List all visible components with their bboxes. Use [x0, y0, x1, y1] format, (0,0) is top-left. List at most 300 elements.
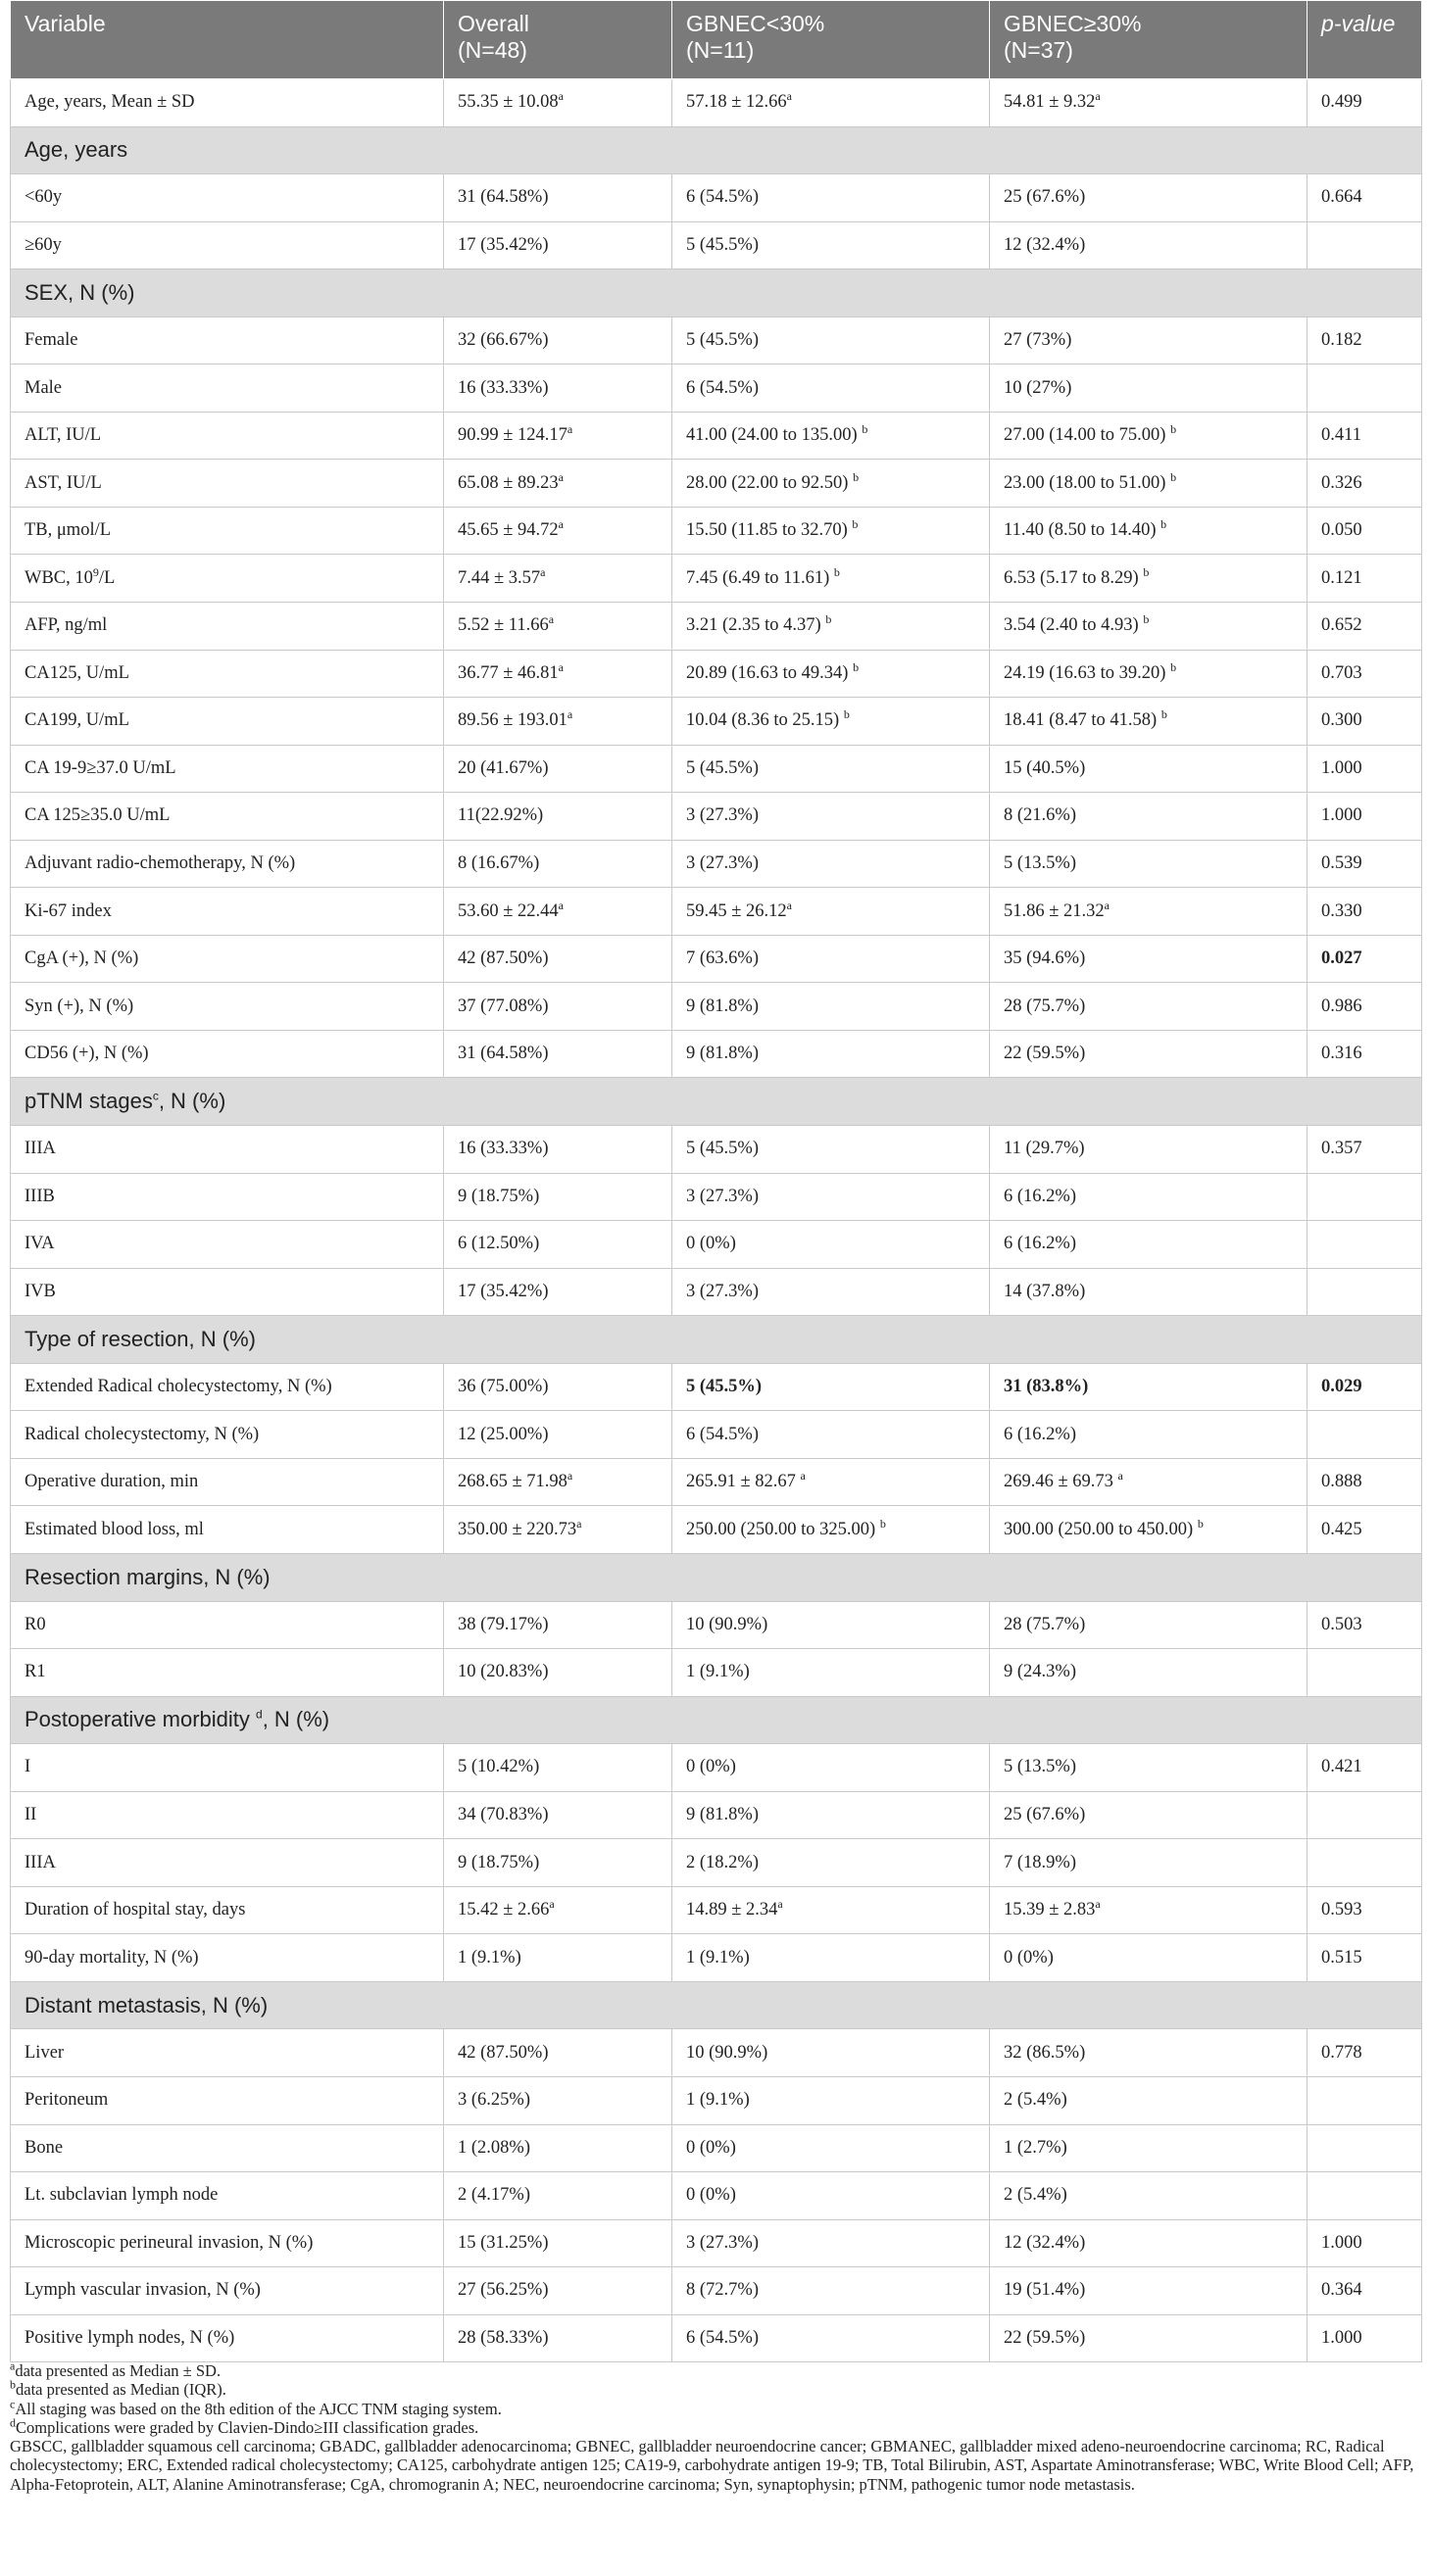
cell-text: 2 (5.4%) — [1004, 2090, 1067, 2111]
cell-gbnec-ge30 — [990, 79, 1308, 127]
table-row — [11, 507, 1422, 555]
cell-text: IIIB — [25, 1186, 55, 1206]
cell-p-value — [1308, 460, 1422, 508]
cell-text: 0.703 — [1321, 662, 1362, 683]
cell-text: 89.56 ± 193.01 — [458, 710, 567, 731]
cell-variable — [11, 2124, 444, 2172]
cell-text: 6 (16.2%) — [1004, 1186, 1076, 1206]
cell-text: 0.029 — [1321, 1377, 1362, 1397]
table-row — [11, 1173, 1422, 1221]
cell-text: AST, IU/L — [25, 472, 102, 493]
cell-gbnec-lt30 — [672, 221, 990, 269]
cell-text: CA199, U/mL — [25, 710, 129, 731]
cell-overall — [444, 412, 672, 460]
cell-text: 10 (27%) — [1004, 377, 1072, 398]
cell-text: 10 (90.9%) — [686, 2042, 768, 2063]
header-gbnec-ge30: GBNEC≥30% (N=37) — [990, 1, 1308, 79]
footnote-list — [10, 2358, 1421, 2437]
table-row — [11, 793, 1422, 841]
cell-gbnec-ge30 — [990, 1411, 1308, 1459]
cell-p-value — [1308, 793, 1422, 841]
cell-variable — [11, 745, 444, 793]
table-row — [11, 365, 1422, 413]
cell-variable — [11, 221, 444, 269]
cell-variable — [11, 2076, 444, 2124]
cell-text: 1 (9.1%) — [686, 2090, 750, 2111]
footnote-marker: b — [843, 707, 850, 722]
cell-text: 350.00 ± 220.73 — [458, 1519, 577, 1539]
table-row — [11, 983, 1422, 1031]
cell-p-value — [1308, 316, 1422, 365]
cell-text: 27 (56.25%) — [458, 2280, 549, 2301]
cell-text: 14.89 ± 2.34 — [686, 1900, 778, 1920]
cell-gbnec-ge30 — [990, 174, 1308, 222]
footnote-marker: a — [786, 89, 792, 104]
cell-text: 250.00 (250.00 to 325.00) — [686, 1519, 880, 1539]
cell-p-value — [1308, 174, 1422, 222]
footnote-marker: b — [1170, 469, 1177, 484]
table-row — [11, 555, 1422, 603]
cell-gbnec-lt30 — [672, 316, 990, 365]
section-label-text: Distant metastasis, N (%) — [25, 1992, 269, 2017]
footnote-marker: b — [1160, 707, 1167, 722]
cell-gbnec-lt30 — [672, 1173, 990, 1221]
cell-variable — [11, 888, 444, 936]
cell-text: 0 (0%) — [686, 2137, 736, 2158]
cell-overall — [444, 603, 672, 651]
cell-text: 31 (64.58%) — [458, 1044, 549, 1064]
section-label-text: Type of resection, N (%) — [25, 1326, 256, 1351]
cell-variable — [11, 698, 444, 746]
cell-overall — [444, 1458, 672, 1506]
cell-variable — [11, 935, 444, 983]
cell-p-value — [1308, 2076, 1422, 2124]
cell-variable — [11, 1791, 444, 1839]
cell-gbnec-ge30 — [990, 1030, 1308, 1078]
cell-text: 0.316 — [1321, 1044, 1362, 1064]
cell-overall — [444, 745, 672, 793]
cell-text: Bone — [25, 2137, 64, 2158]
cell-gbnec-lt30 — [672, 935, 990, 983]
cell-overall — [444, 221, 672, 269]
cell-text: 5 (10.42%) — [458, 1757, 540, 1777]
cell-text: 38 (79.17%) — [458, 1614, 549, 1634]
cell-text: 28 (58.33%) — [458, 2327, 549, 2348]
cell-text: 5 (45.5%) — [686, 1139, 759, 1159]
cell-gbnec-ge30 — [990, 365, 1308, 413]
cell-text: 7.44 ± 3.57 — [458, 567, 541, 588]
cell-text: WBC, 10 — [25, 567, 93, 588]
footnote-marker: b — [879, 1516, 886, 1531]
cell-overall — [444, 2029, 672, 2077]
cell-text: 34 (70.83%) — [458, 1804, 549, 1824]
cell-text: 8 (21.6%) — [1004, 805, 1076, 826]
cell-text: 16 (33.33%) — [458, 1139, 549, 1159]
footnote-marker: b — [10, 2377, 16, 2392]
cell-gbnec-lt30 — [672, 2219, 990, 2267]
cell-gbnec-lt30 — [672, 603, 990, 651]
cell-text: 1.000 — [1321, 757, 1362, 778]
cell-text: 14 (37.8%) — [1004, 1281, 1086, 1301]
cell-gbnec-ge30 — [990, 412, 1308, 460]
section-label — [11, 1316, 1422, 1364]
footnote-marker: b — [1143, 612, 1150, 627]
cell-text: 0.503 — [1321, 1614, 1362, 1634]
cell-text: 5 (45.5%) — [686, 234, 759, 255]
table-row — [11, 2124, 1422, 2172]
cell-variable — [11, 365, 444, 413]
cell-variable — [11, 1221, 444, 1269]
cell-text: Female — [25, 330, 78, 350]
cell-text: ALT, IU/L — [25, 425, 102, 446]
cell-text: 0.411 — [1321, 425, 1361, 446]
cell-text: 0.300 — [1321, 710, 1362, 731]
table-row — [11, 1411, 1422, 1459]
table-row — [11, 840, 1422, 888]
cell-text: <60y — [25, 187, 63, 208]
cell-gbnec-ge30 — [990, 316, 1308, 365]
cell-text: 0.121 — [1321, 567, 1362, 588]
cell-overall — [444, 1221, 672, 1269]
footnote-marker: b — [1160, 517, 1167, 532]
cell-text: 24.19 (16.63 to 39.20) — [1004, 662, 1171, 683]
section-label-text: Resection margins, N (%) — [25, 1564, 271, 1589]
cell-text: R0 — [25, 1614, 46, 1634]
table-row — [11, 1458, 1422, 1506]
footnote-marker: a — [1104, 898, 1110, 912]
footnote-marker: d — [256, 1708, 263, 1723]
cell-overall — [444, 1791, 672, 1839]
cell-overall — [444, 888, 672, 936]
cell-text: IIIA — [25, 1139, 56, 1159]
footnote-marker: a — [548, 612, 555, 627]
cell-text: 5 (45.5%) — [686, 330, 759, 350]
cell-text: 9 (81.8%) — [686, 996, 759, 1016]
footnote-marker: a — [10, 2358, 16, 2373]
characteristics-table — [10, 0, 1422, 2362]
cell-p-value — [1308, 840, 1422, 888]
cell-p-value — [1308, 2029, 1422, 2077]
cell-text: 22 (59.5%) — [1004, 2327, 1086, 2348]
cell-text: 55.35 ± 10.08 — [458, 92, 559, 113]
cell-gbnec-ge30 — [990, 2076, 1308, 2124]
cell-text: CA 19-9≥37.0 U/mL — [25, 757, 176, 778]
cell-text: IVB — [25, 1281, 56, 1301]
cell-overall — [444, 174, 672, 222]
cell-text: 0 (0%) — [686, 1757, 736, 1777]
abbreviations-note: GBSCC, gallbladder squamous cell carcinoma; GBADC, gallbladder adenocarcinoma; GBNEC, gallbladder neuroendocrine cancer; GBMANEC, gallbladder mixed adeno-neuroendocrine carcinoma; RC, Radical cholecystectomy; ERC, Extended radical cholecystectomy; CA125, carbohydrate antigen 125; CA19-9, carbohydrate antigen 19-9; TB, Total Bilirubin, AST, Aspartate Aminotransferase; WBC, Write Blood Cell; AFP, Alpha-Fetoprotein, ALT, Alanine Aminotransferase; CgA, chromogranin A; NEC, neuroendocrine carcinoma; Syn, synaptophysin; pTNM, pathogenic tumor node metastasis. — [10, 2437, 1414, 2494]
cell-text: 8 (16.67%) — [458, 853, 540, 874]
cell-gbnec-ge30 — [990, 1839, 1308, 1887]
cell-gbnec-ge30 — [990, 1173, 1308, 1221]
cell-text: 18.41 (8.47 to 41.58) — [1004, 710, 1161, 731]
cell-text: 9 (18.75%) — [458, 1852, 540, 1872]
table-row — [11, 1363, 1422, 1411]
cell-p-value — [1308, 1268, 1422, 1316]
cell-gbnec-lt30 — [672, 174, 990, 222]
footnote-marker: a — [800, 1468, 806, 1482]
cell-text: IIIA — [25, 1852, 56, 1872]
cell-text: 3 (27.3%) — [686, 805, 759, 826]
cell-text: 11 (29.7%) — [1004, 1139, 1085, 1159]
table-row — [11, 1744, 1422, 1792]
cell-gbnec-lt30 — [672, 1791, 990, 1839]
cell-overall — [444, 2267, 672, 2315]
cell-gbnec-lt30 — [672, 650, 990, 698]
cell-p-value — [1308, 1601, 1422, 1649]
cell-gbnec-ge30 — [990, 2029, 1308, 2077]
cell-p-value — [1308, 603, 1422, 651]
cell-text: 0.421 — [1321, 1757, 1362, 1777]
cell-p-value — [1308, 1221, 1422, 1269]
cell-text: 6 (54.5%) — [686, 2327, 759, 2348]
cell-text: 1.000 — [1321, 2232, 1362, 2253]
cell-text: 300.00 (250.00 to 450.00) — [1004, 1519, 1198, 1539]
cell-text: 9 (81.8%) — [686, 1804, 759, 1824]
cell-text: 31 (83.8%) — [1004, 1377, 1089, 1397]
cell-p-value — [1308, 1458, 1422, 1506]
cell-text: IVA — [25, 1234, 55, 1254]
cell-gbnec-lt30 — [672, 2076, 990, 2124]
table-footnotes — [10, 2358, 1421, 2494]
cell-text: 9 (81.8%) — [686, 1044, 759, 1064]
cell-gbnec-lt30 — [672, 1649, 990, 1697]
section-label — [11, 126, 1422, 174]
cell-overall — [444, 555, 672, 603]
table-row — [11, 1649, 1422, 1697]
cell-gbnec-lt30 — [672, 1886, 990, 1934]
cell-text: 0.593 — [1321, 1900, 1362, 1920]
cell-overall — [444, 1886, 672, 1934]
cell-p-value — [1308, 1886, 1422, 1934]
cell-text: 0.652 — [1321, 615, 1362, 636]
cell-overall — [444, 2314, 672, 2362]
table-row — [11, 1126, 1422, 1174]
cell-text: 28.00 (22.00 to 92.50) — [686, 472, 854, 493]
cell-gbnec-ge30 — [990, 2124, 1308, 2172]
table-row — [11, 221, 1422, 269]
cell-variable — [11, 79, 444, 127]
footnote-marker: b — [825, 612, 832, 627]
cell-p-value — [1308, 2314, 1422, 2362]
cell-text: 32 (66.67%) — [458, 330, 549, 350]
cell-text: Microscopic perineural invasion, N (%) — [25, 2232, 314, 2253]
cell-text: CgA (+), N (%) — [25, 948, 139, 969]
cell-gbnec-lt30 — [672, 1268, 990, 1316]
cell-text: 0.027 — [1321, 948, 1362, 969]
cell-overall — [444, 365, 672, 413]
cell-text: 2 (5.4%) — [1004, 2185, 1067, 2206]
cell-text: 32 (86.5%) — [1004, 2042, 1086, 2063]
footnote-marker: a — [558, 89, 564, 104]
cell-p-value — [1308, 1126, 1422, 1174]
cell-gbnec-ge30 — [990, 2219, 1308, 2267]
cell-p-value — [1308, 2172, 1422, 2220]
cell-p-value — [1308, 1791, 1422, 1839]
cell-p-value — [1308, 888, 1422, 936]
table-row — [11, 1506, 1422, 1554]
footnote-marker: a — [558, 517, 564, 532]
cell-text: 0.182 — [1321, 330, 1362, 350]
table-row — [11, 412, 1422, 460]
cell-text: 19 (51.4%) — [1004, 2280, 1086, 2301]
cell-gbnec-ge30 — [990, 460, 1308, 508]
cell-text: 0.986 — [1321, 996, 1362, 1016]
cell-text: 45.65 ± 94.72 — [458, 520, 559, 541]
cell-text: Peritoneum — [25, 2090, 109, 2111]
cell-text: 25 (67.6%) — [1004, 1804, 1086, 1824]
cell-text: 9 (24.3%) — [1004, 1662, 1076, 1682]
section-label — [11, 1553, 1422, 1601]
cell-variable — [11, 1458, 444, 1506]
cell-overall — [444, 1268, 672, 1316]
cell-variable — [11, 840, 444, 888]
footnote — [10, 2415, 1421, 2437]
cell-text: 0.664 — [1321, 187, 1362, 208]
cell-text: 0 (0%) — [1004, 1947, 1054, 1968]
cell-gbnec-lt30 — [672, 1744, 990, 1792]
footnote — [10, 2358, 1421, 2380]
cell-gbnec-ge30 — [990, 745, 1308, 793]
cell-gbnec-lt30 — [672, 2172, 990, 2220]
cell-text: 23.00 (18.00 to 51.00) — [1004, 472, 1171, 493]
table-row — [11, 2219, 1422, 2267]
table-row — [11, 1839, 1422, 1887]
cell-text: 27.00 (14.00 to 75.00) — [1004, 425, 1171, 446]
table-row — [11, 650, 1422, 698]
cell-text: 53.60 ± 22.44 — [458, 900, 559, 921]
cell-text: 0.515 — [1321, 1947, 1362, 1968]
footnote-text: data presented as Median ± SD. — [15, 2361, 222, 2380]
cell-overall — [444, 1126, 672, 1174]
cell-text: 15.39 ± 2.83 — [1004, 1900, 1096, 1920]
cell-variable — [11, 603, 444, 651]
footnote-marker: a — [540, 564, 546, 579]
cell-text: 5 (45.5%) — [686, 757, 759, 778]
cell-overall — [444, 316, 672, 365]
table-row — [11, 1268, 1422, 1316]
cell-text: 90.99 ± 124.17 — [458, 425, 567, 446]
cell-text: 15 (31.25%) — [458, 2232, 549, 2253]
cell-overall — [444, 935, 672, 983]
cell-gbnec-lt30 — [672, 412, 990, 460]
footnote-marker: a — [567, 1468, 573, 1482]
cell-text: 3 (27.3%) — [686, 1281, 759, 1301]
table-row — [11, 1221, 1422, 1269]
footnote — [10, 2397, 1421, 2418]
cell-text: 35 (94.6%) — [1004, 948, 1086, 969]
section-label-text: Age, years — [25, 137, 128, 163]
header-variable: Variable — [11, 1, 444, 79]
cell-text: 10 (90.9%) — [686, 1614, 768, 1634]
cell-text: 42 (87.50%) — [458, 948, 549, 969]
cell-text: 0 (0%) — [686, 2185, 736, 2206]
table-row — [11, 1886, 1422, 1934]
cell-variable — [11, 1601, 444, 1649]
cell-text: 11(22.92%) — [458, 805, 544, 826]
cell-gbnec-lt30 — [672, 507, 990, 555]
footnote — [10, 2377, 1421, 2400]
footnote-marker: c — [152, 1089, 159, 1103]
cell-text: 0.357 — [1321, 1139, 1362, 1159]
cell-p-value — [1308, 1363, 1422, 1411]
cell-text: 57.18 ± 12.66 — [686, 92, 787, 113]
cell-p-value — [1308, 1506, 1422, 1554]
footnote-marker: b — [833, 564, 840, 579]
cell-overall — [444, 1363, 672, 1411]
cell-text: 7 (63.6%) — [686, 948, 759, 969]
cell-text: 268.65 ± 71.98 — [458, 1472, 567, 1492]
section-label-suffix: , N (%) — [262, 1707, 330, 1732]
cell-gbnec-lt30 — [672, 79, 990, 127]
cell-text: II — [25, 1804, 37, 1824]
cell-text: 51.86 ± 21.32 — [1004, 900, 1105, 921]
cell-gbnec-ge30 — [990, 793, 1308, 841]
cell-text: Radical cholecystectomy, N (%) — [25, 1424, 260, 1444]
footnote-marker: b — [1170, 659, 1177, 674]
cell-gbnec-lt30 — [672, 1934, 990, 1982]
cell-gbnec-lt30 — [672, 793, 990, 841]
cell-gbnec-lt30 — [672, 1030, 990, 1078]
cell-text: Liver — [25, 2042, 65, 2063]
cell-gbnec-ge30 — [990, 935, 1308, 983]
cell-variable — [11, 1363, 444, 1411]
cell-gbnec-ge30 — [990, 221, 1308, 269]
section-label — [11, 1981, 1422, 2029]
cell-text: 5 (13.5%) — [1004, 1757, 1076, 1777]
cell-text: TB, μmol/L — [25, 520, 112, 541]
cell-text: 15 (40.5%) — [1004, 757, 1086, 778]
cell-text: 31 (64.58%) — [458, 187, 549, 208]
cell-overall — [444, 2124, 672, 2172]
cell-text: 0.425 — [1321, 1519, 1362, 1539]
cell-text: 3 (6.25%) — [458, 2090, 530, 2111]
cell-gbnec-ge30 — [990, 2267, 1308, 2315]
cell-gbnec-lt30 — [672, 1601, 990, 1649]
cell-text: 42 (87.50%) — [458, 2042, 549, 2063]
cell-gbnec-lt30 — [672, 1221, 990, 1269]
cell-text: 9 (18.75%) — [458, 1186, 540, 1206]
section-row — [11, 1553, 1422, 1601]
cell-text: 90-day mortality, N (%) — [25, 1947, 199, 1968]
cell-variable — [11, 1030, 444, 1078]
cell-text: 5.52 ± 11.66 — [458, 615, 549, 636]
cell-text: 1 (9.1%) — [458, 1947, 521, 1968]
cell-text: 1 (9.1%) — [686, 1947, 750, 1968]
cell-text: 0.888 — [1321, 1472, 1362, 1492]
cell-variable — [11, 2314, 444, 2362]
cell-overall — [444, 1649, 672, 1697]
cell-text: 6 (54.5%) — [686, 377, 759, 398]
cell-variable — [11, 174, 444, 222]
cell-text: Positive lymph nodes, N (%) — [25, 2327, 235, 2348]
section-row — [11, 126, 1422, 174]
table-row — [11, 2076, 1422, 2124]
cell-text: 0 (0%) — [686, 1234, 736, 1254]
cell-gbnec-lt30 — [672, 2124, 990, 2172]
cell-text: 36.77 ± 46.81 — [458, 662, 559, 683]
cell-text: 3 (27.3%) — [686, 853, 759, 874]
cell-overall — [444, 460, 672, 508]
cell-gbnec-ge30 — [990, 1791, 1308, 1839]
cell-gbnec-lt30 — [672, 1363, 990, 1411]
cell-gbnec-ge30 — [990, 555, 1308, 603]
table-row — [11, 935, 1422, 983]
cell-text: 0.364 — [1321, 2280, 1362, 2301]
cell-overall — [444, 2172, 672, 2220]
cell-variable — [11, 2172, 444, 2220]
footnote-marker: a — [777, 1896, 783, 1911]
